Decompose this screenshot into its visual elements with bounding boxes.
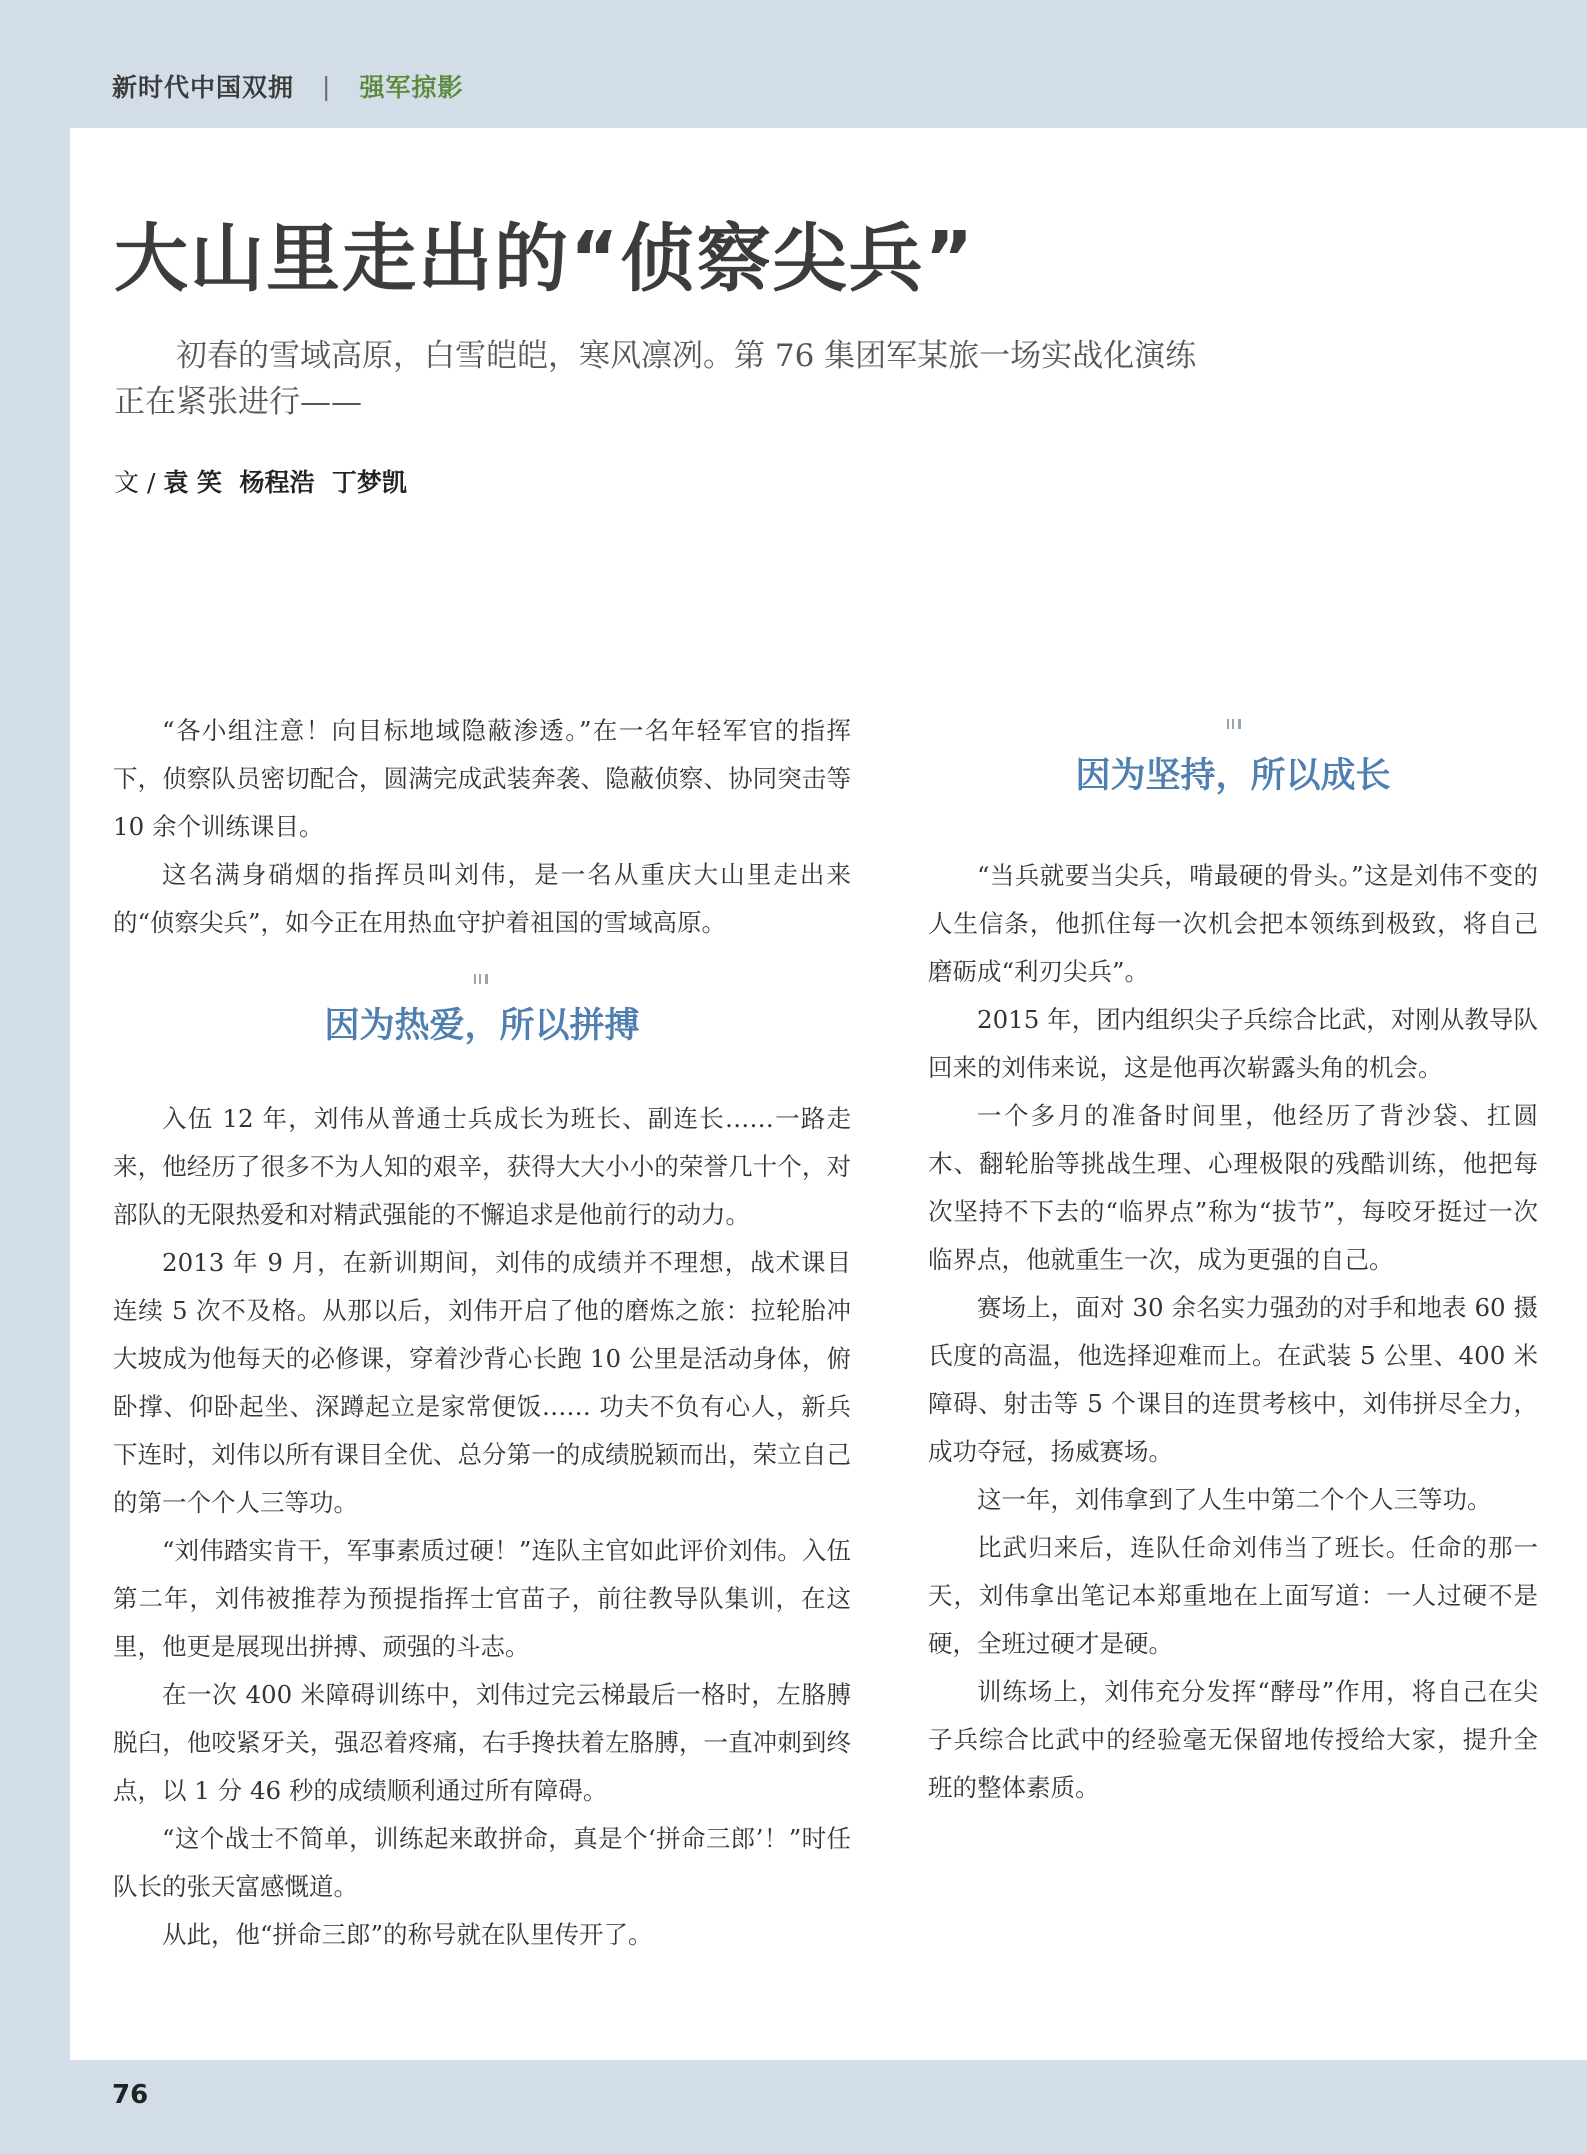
section-ornament-icon	[1227, 719, 1241, 729]
paragraph: “刘伟踏实肯干，军事素质过硬！”连队主官如此评价刘伟。入伍第二年，刘伟被推荐为预提指挥士官苗子，前往教导队集训，在这里，他更是展现出拼搏、顽强的斗志。	[113, 1536, 851, 1661]
article-lead: 初春的雪域高原，白雪皑皑，寒风凛冽。第 76 集团军某旅一场实战化演练正在紧张进行——	[114, 338, 1197, 420]
byline	[114, 463, 407, 499]
header-separator: |	[322, 71, 332, 101]
byline-authors: 袁 笑 杨程浩 丁梦凯	[163, 468, 407, 497]
paragraph: 训练场上，刘伟充分发挥“酵母”作用，将自己在尖子兵综合比武中的经验毫无保留地传授给大家，提升全班的整体素质。	[928, 1677, 1538, 1802]
left-column-body	[113, 1095, 851, 1959]
paragraph: 从此，他“拼命三郎”的称号就在队里传开了。	[162, 1920, 653, 1949]
paragraph: 这名满身硝烟的指挥员叫刘伟，是一名从重庆大山里走出来的“侦察尖兵”，如今正在用热血守护着祖国的雪域高原。	[113, 860, 851, 937]
section-name: 新时代中国双拥	[112, 73, 295, 102]
paragraph: 入伍 12 年，刘伟从普通士兵成长为班长、副连长……一路走来，他经历了很多不为人知的艰辛，获得大大小小的荣誉几十个，对部队的无限热爱和对精武强能的不懈追求是他前行的动力。	[113, 1104, 851, 1229]
paragraph: 2013 年 9 月，在新训期间，刘伟的成绩并不理想，战术课目连续 5 次不及格。从那以后，刘伟开启了他的磨炼之旅：拉轮胎冲大坡成为他每天的必修课，穿着沙背心长跑 10 公里是活动身体，俯卧撑、仰卧起坐、深蹲起立是家常便饭…… 功夫不负有心人，新兵下连时，刘伟以所有课目全优、总分第一的成绩脱颖而出，荣立自己的第一个个人三等功。	[113, 1248, 851, 1517]
page-number: 76	[112, 2080, 149, 2110]
left-column-intro	[113, 707, 851, 947]
right-column-body	[928, 852, 1538, 1812]
paragraph: 比武归来后，连队任命刘伟当了班长。任命的那一天，刘伟拿出笔记本郑重地在上面写道：一人过硬不是硬，全班过硬才是硬。	[928, 1533, 1538, 1658]
column-name: 强军掠影	[359, 73, 464, 102]
running-header	[112, 68, 463, 104]
paragraph: 一个多月的准备时间里，他经历了背沙袋、扛圆木、翻轮胎等挑战生理、心理极限的残酷训练，他把每次坚持不下去的“临界点”称为“拔节”，每咬牙挺过一次临界点，他就重生一次，成为更强的自己。	[928, 1101, 1538, 1274]
paragraph: “各小组注意！向目标地域隐蔽渗透。”在一名年轻军官的指挥下，侦察队员密切配合，圆满完成武装奔袭、隐蔽侦察、协同突击等 10 余个训练课目。	[113, 716, 851, 841]
article-page	[70, 128, 1587, 2060]
paragraph: 2015 年，团内组织尖子兵综合比武，对刚从教导队回来的刘伟来说，这是他再次崭露头角的机会。	[928, 1005, 1538, 1082]
byline-prefix: 文 /	[114, 468, 164, 497]
section-heading-left: 因为热爱，所以拼搏	[324, 1006, 640, 1046]
article-title: 大山里走出的“侦察尖兵”	[114, 216, 976, 302]
section-ornament-icon	[474, 974, 488, 984]
section-heading-right: 因为坚持，所以成长	[1075, 756, 1391, 796]
paragraph: “这个战士不简单，训练起来敢拼命，真是个‘拼命三郎’！”时任队长的张天富感慨道。	[113, 1824, 851, 1901]
paragraph: 在一次 400 米障碍训练中，刘伟过完云梯最后一格时，左胳膊脱臼，他咬紧牙关，强忍着疼痛，右手搀扶着左胳膊，一直冲刺到终点，以 1 分 46 秒的成绩顺利通过所有障碍。	[113, 1680, 851, 1805]
paragraph: 赛场上，面对 30 余名实力强劲的对手和地表 60 摄氏度的高温，他选择迎难而上。在武装 5 公里、400 米障碍、射击等 5 个课目的连贯考核中，刘伟拼尽全力，成功夺冠，扬威赛场。	[928, 1293, 1538, 1466]
paragraph: 这一年，刘伟拿到了人生中第二个个人三等功。	[977, 1485, 1492, 1514]
paragraph: “当兵就要当尖兵，啃最硬的骨头。”这是刘伟不变的人生信条，他抓住每一次机会把本领练到极致，将自己磨砺成“利刃尖兵”。	[928, 861, 1538, 986]
